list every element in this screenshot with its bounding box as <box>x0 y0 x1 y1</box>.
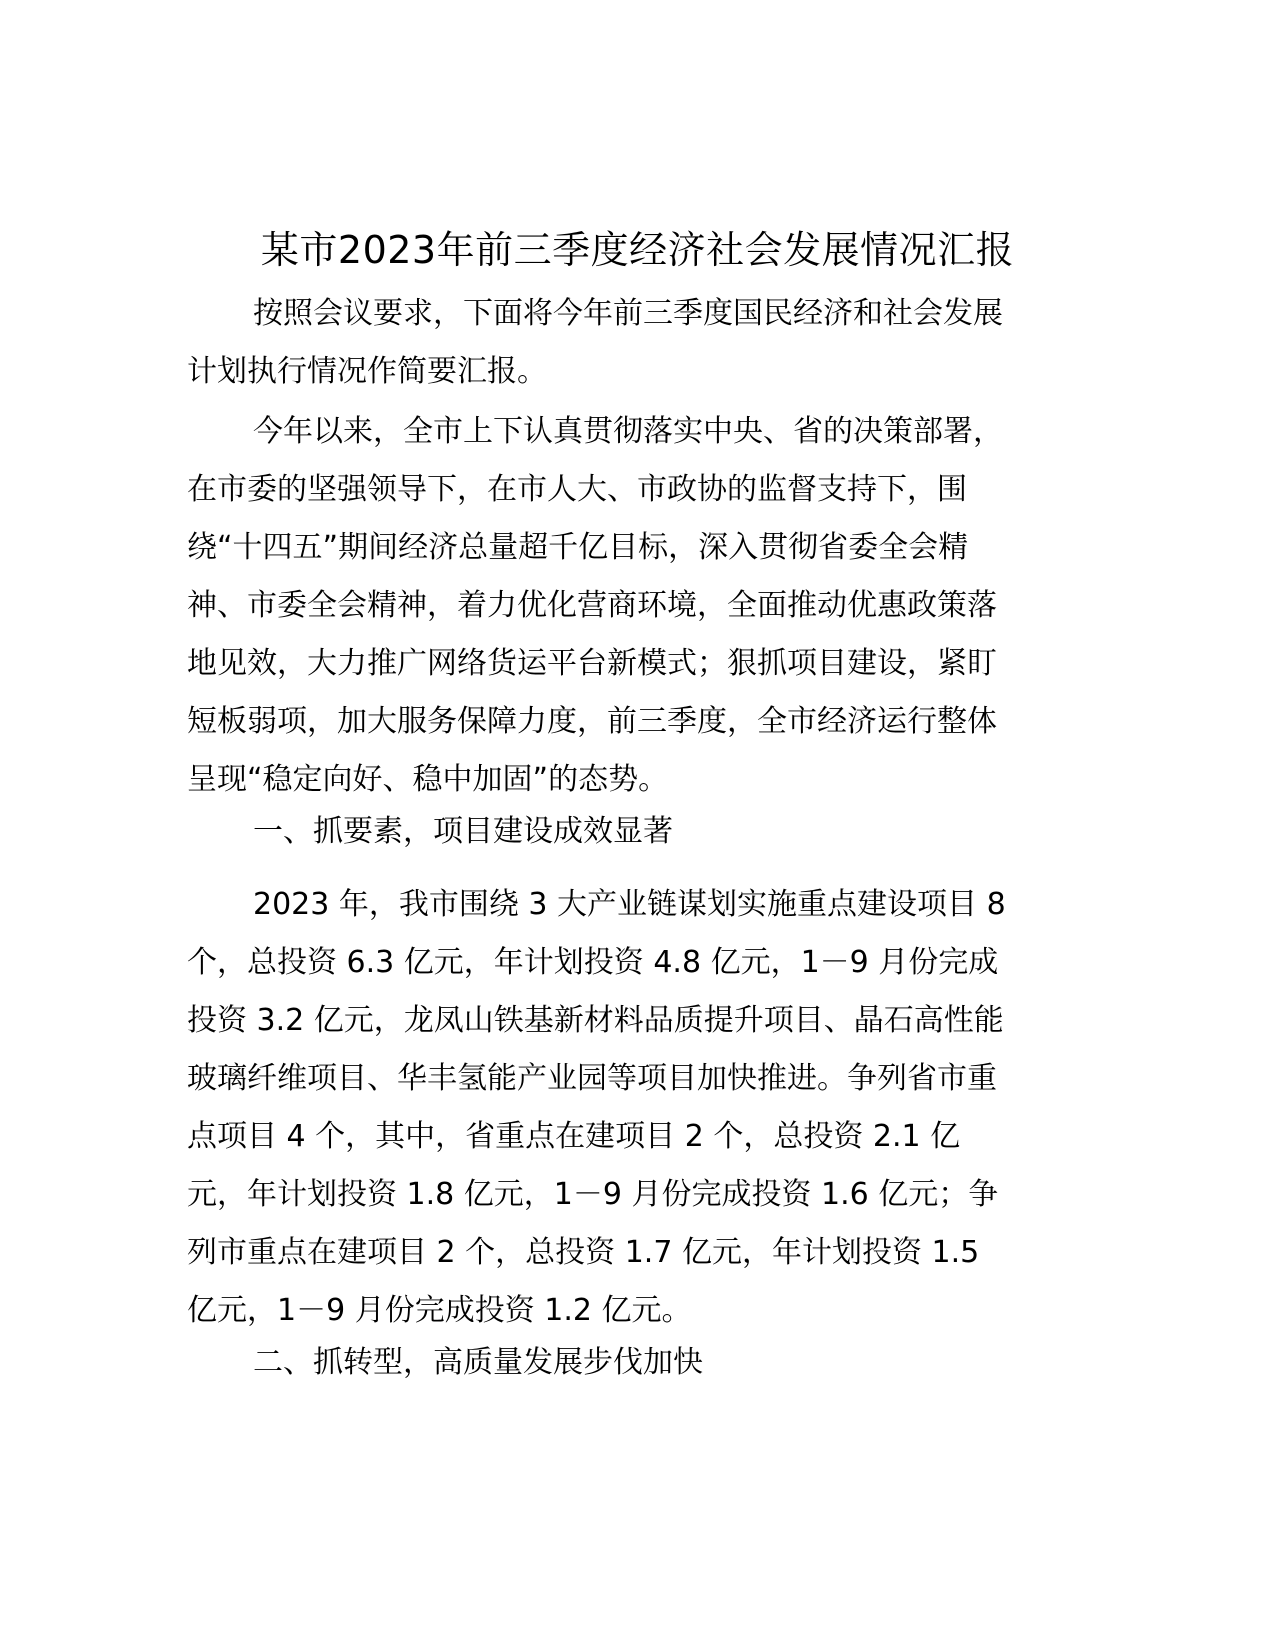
paragraph-overview: 今年以来，全市上下认真贯彻落实中央、省的决策部署， 在市委的坚强领导下，在市人大、市政协的监督支持下，围 绕“十四五”期间经济总量超千亿目标，深入贯彻省委全会精 神、市委全会精神，着力优化营商环境，全面推动优惠政策落 地见效，大力推广网络货运平台新模式；狠抓项目建设，紧盯 短板弱项，加大服务保障力度，前三季度，全市经济运行整体 呈现“稳定向好、稳中加固”的态势。 <box>187 414 1003 797</box>
paragraph-intro: 按照会议要求，下面将今年前三季度国民经济和社会发展 计划执行情况作简要汇报。 <box>187 296 1003 389</box>
paragraph-projects: 2023 年，我市围绕 3 大产业链谋划实施重点建设项目 8 个，总投资 6.3 亿元，年计划投资 4.8 亿元，1－9 月份完成 投资 3.2 亿元，龙凤山铁基新材料品质提升项目、晶石高性能 玻璃纤维项目、华丰氢能产业园等项目加快推进。争列省市重 点项目 4 个，其中，省重点在建项目 2 个，总投资 2.1 亿 元，年计划投资 1.8 亿元，1－9 月份完成投资 1.6 亿元；争 列市重点在建项目 2 个，总投资 1.7 亿元，年计划投资 1.5 亿元，1－9 月份完成投资 1.2 亿元。 <box>187 887 1006 1328</box>
document-title: 某市2023年前三季度经济社会发展情况汇报 <box>260 228 1015 272</box>
section-heading-2: 二、抓转型，高质量发展步伐加快 <box>253 1345 703 1380</box>
section-heading-1: 一、抓要素，项目建设成效显著 <box>253 814 673 849</box>
